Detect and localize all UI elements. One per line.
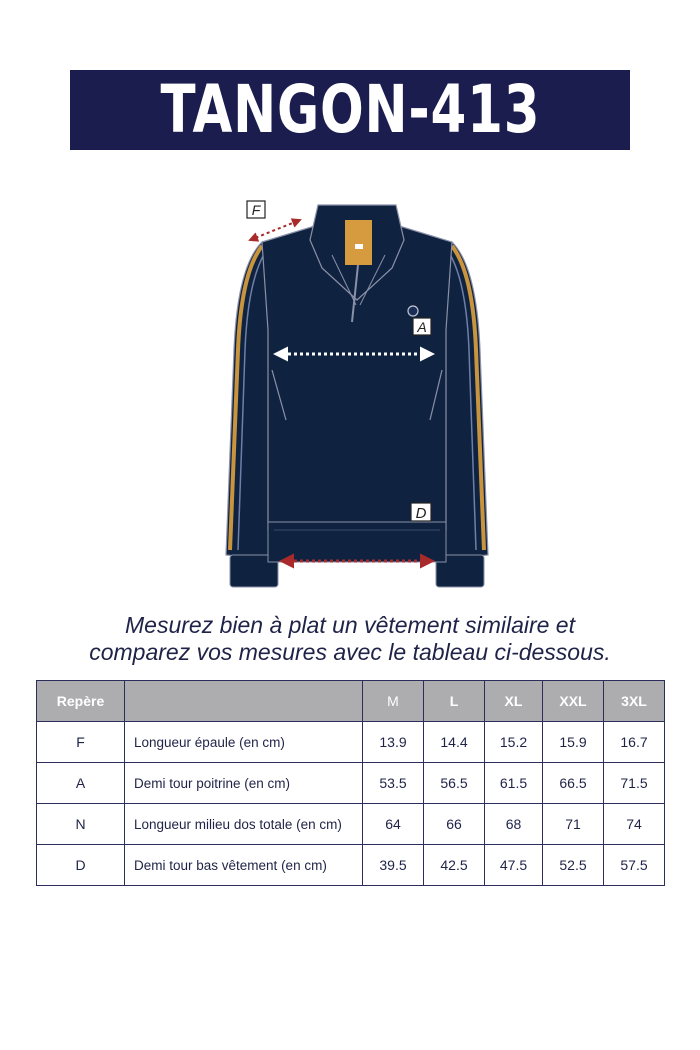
row-value: 74 xyxy=(604,804,665,845)
table-row xyxy=(37,845,665,886)
row-value: 66.5 xyxy=(543,763,604,804)
logo-icon xyxy=(408,306,418,316)
row-value: 15.9 xyxy=(543,722,604,763)
header-size-xl: XL xyxy=(485,681,543,722)
row-value: 15.2 xyxy=(485,722,543,763)
row-ref: N xyxy=(37,804,125,845)
row-value: 53.5 xyxy=(363,763,424,804)
row-value: 57.5 xyxy=(604,845,665,886)
table-row xyxy=(37,763,665,804)
row-value: 71 xyxy=(543,804,604,845)
marker-d: D xyxy=(415,505,427,522)
header-size-l: L xyxy=(424,681,485,722)
table-row xyxy=(37,804,665,845)
row-value: 16.7 xyxy=(604,722,665,763)
row-value: 71.5 xyxy=(604,763,665,804)
row-value: 42.5 xyxy=(424,845,485,886)
product-title: TANGON-413 xyxy=(160,71,540,148)
row-value: 52.5 xyxy=(543,845,604,886)
header-ref: Repère xyxy=(37,681,125,722)
table-row xyxy=(37,722,665,763)
header-size-m: M xyxy=(363,681,424,722)
measure-instruction xyxy=(0,612,700,666)
row-label: Demi tour poitrine (en cm) xyxy=(125,763,363,804)
row-value: 13.9 xyxy=(363,722,424,763)
collar-inner xyxy=(345,220,372,265)
row-label: Longueur milieu dos totale (en cm) xyxy=(125,804,363,845)
table-header-row xyxy=(37,681,665,722)
marker-f: F xyxy=(251,202,261,218)
row-value: 47.5 xyxy=(485,845,543,886)
row-value: 56.5 xyxy=(424,763,485,804)
row-value: 64 xyxy=(363,804,424,845)
title-banner xyxy=(70,70,630,150)
instruction-line-2: comparez vos mesures avec le tableau ci-dessous. xyxy=(89,639,611,665)
row-value: 61.5 xyxy=(485,763,543,804)
row-ref: F xyxy=(37,722,125,763)
hem-band xyxy=(268,522,446,562)
row-value: 66 xyxy=(424,804,485,845)
size-table xyxy=(36,680,665,886)
garment-diagram xyxy=(215,190,505,600)
header-size-3xl: 3XL xyxy=(604,681,665,722)
header-size-xxl: XXL xyxy=(543,681,604,722)
row-ref: D xyxy=(37,845,125,886)
row-value: 68 xyxy=(485,804,543,845)
row-ref: A xyxy=(37,763,125,804)
marker-a: A xyxy=(417,319,427,335)
row-value: 14.4 xyxy=(424,722,485,763)
instruction-line-1: Mesurez bien à plat un vêtement similaire et xyxy=(125,612,575,638)
row-label: Longueur épaule (en cm) xyxy=(125,722,363,763)
row-value: 39.5 xyxy=(363,845,424,886)
header-desc xyxy=(125,681,363,722)
row-label: Demi tour bas vêtement (en cm) xyxy=(125,845,363,886)
